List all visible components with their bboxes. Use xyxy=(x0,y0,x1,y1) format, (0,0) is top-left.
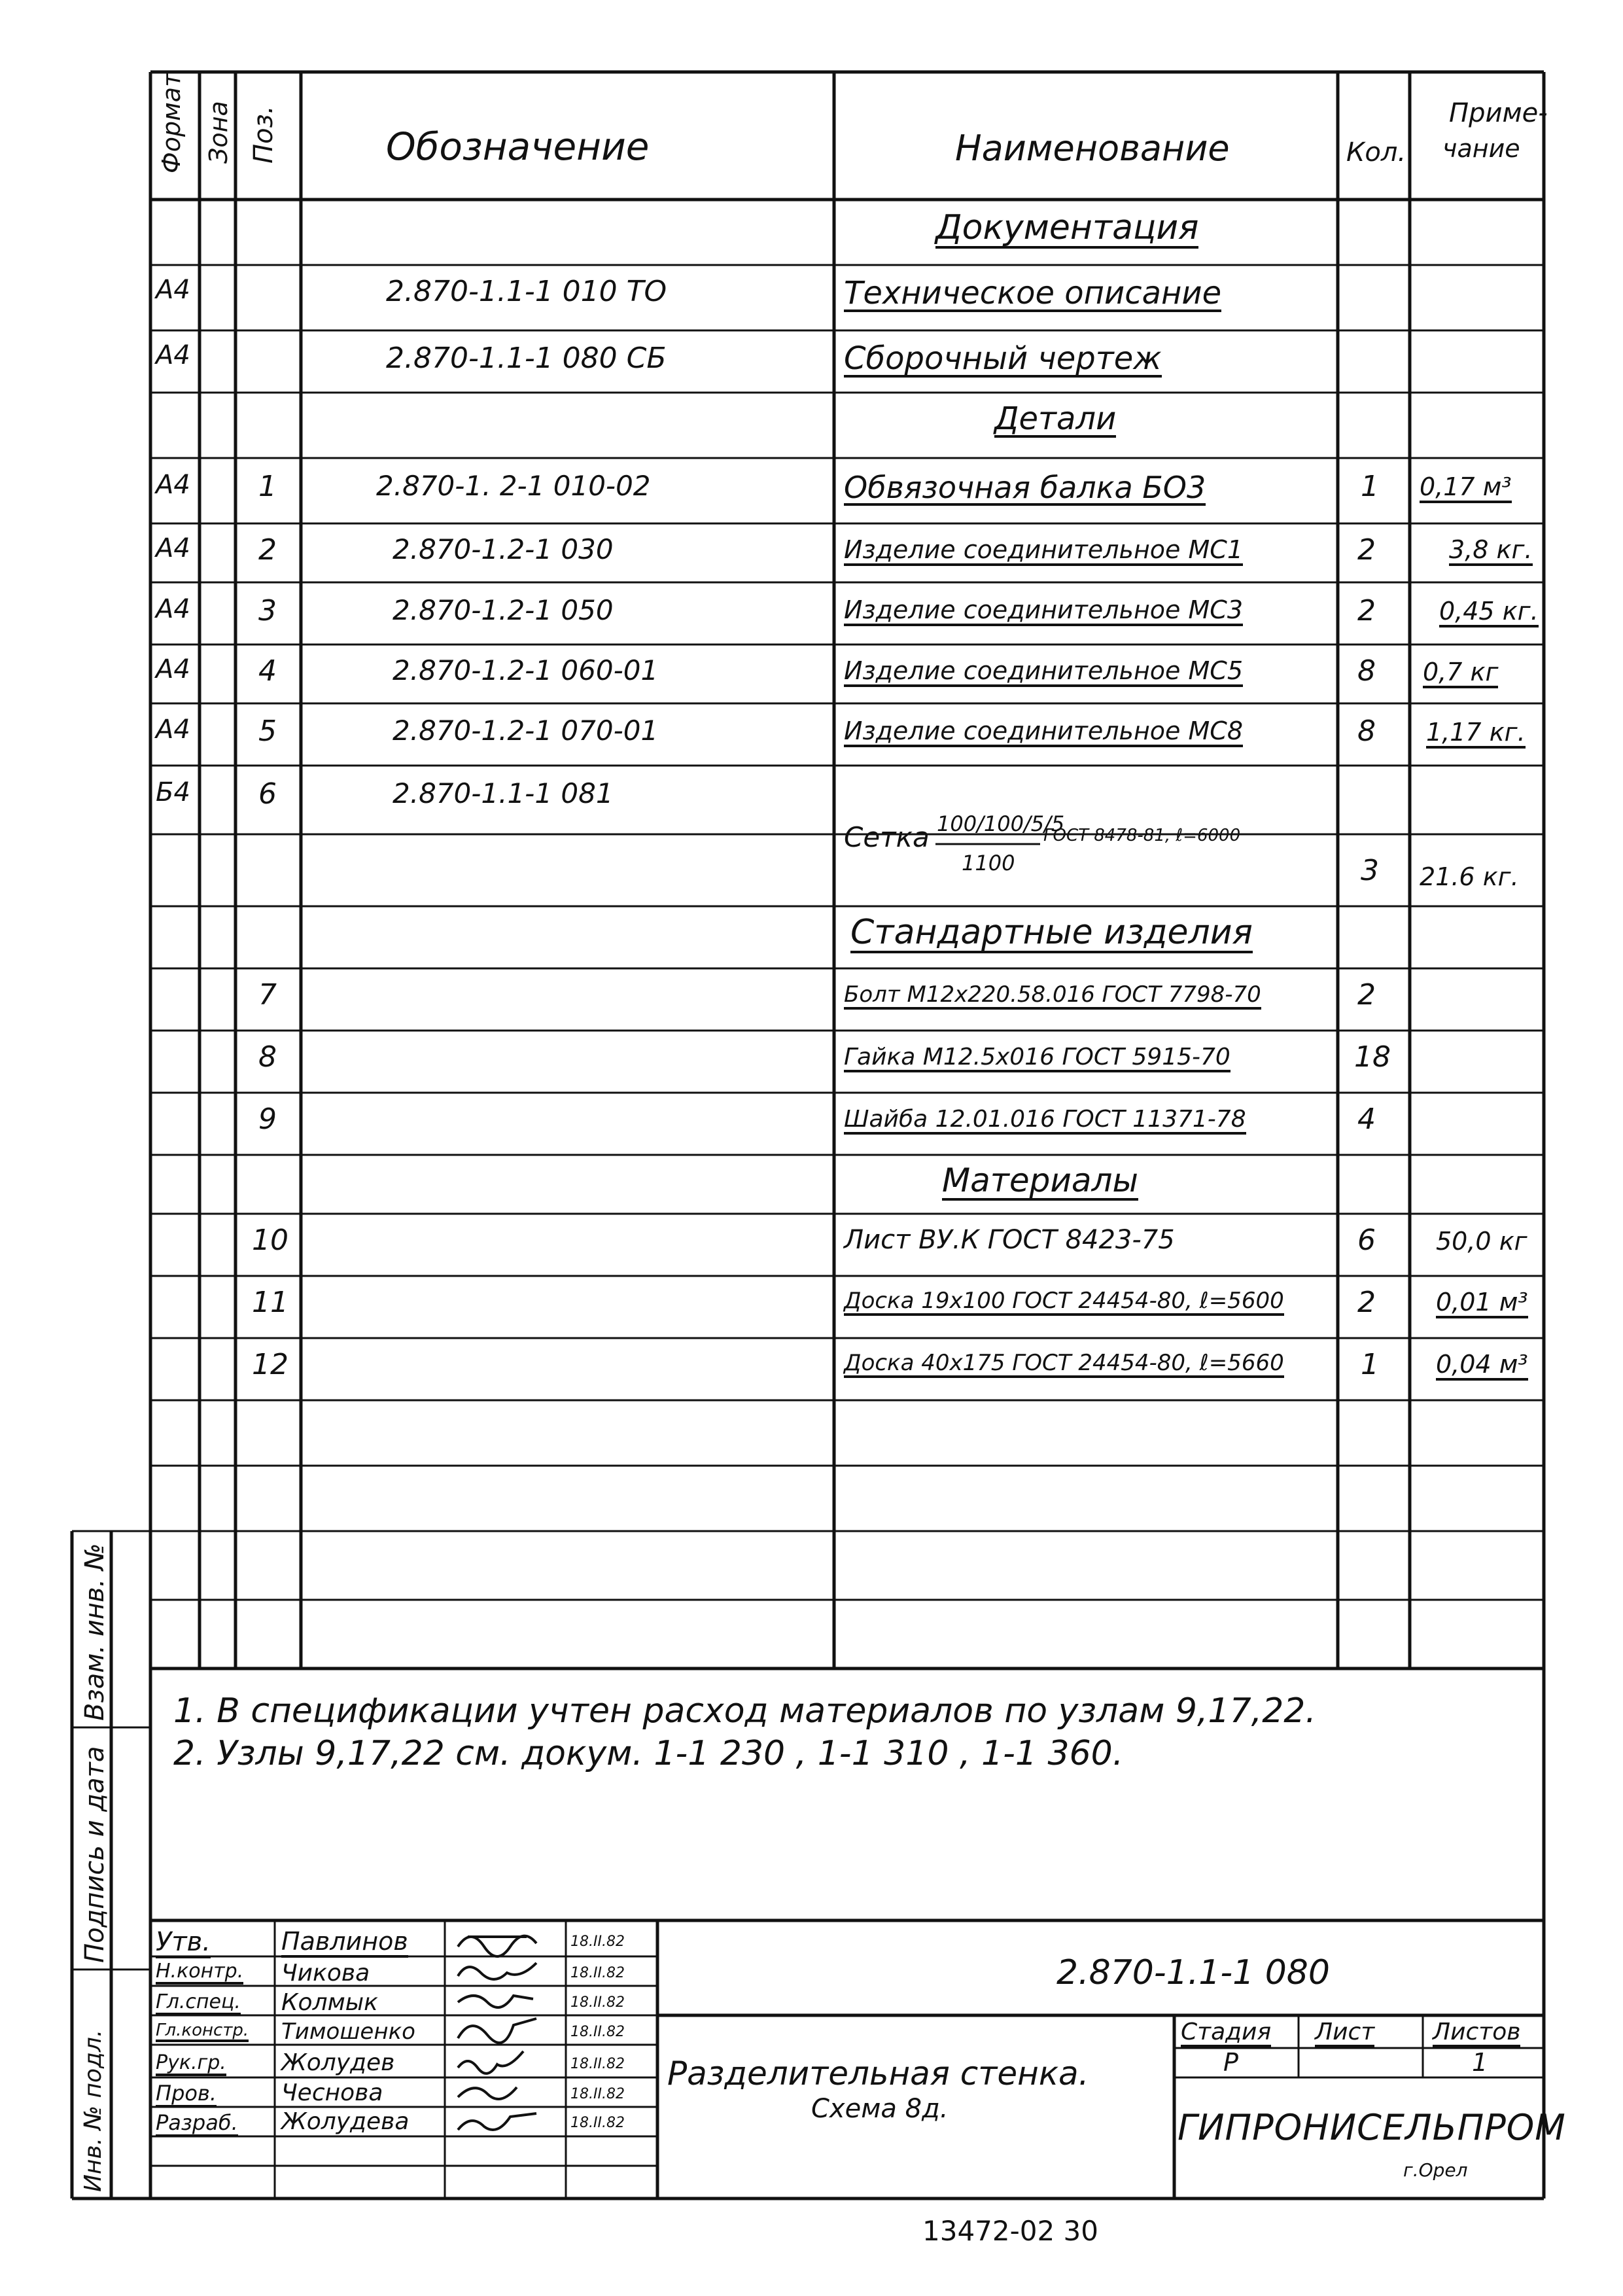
organization-city: г.Орел xyxy=(1403,2159,1468,2181)
sig-name: Колмык xyxy=(281,1989,378,2016)
section-title-docs: Документация xyxy=(935,208,1199,247)
row-name: Лист ВУ.К ГОСТ 8423-75 xyxy=(844,1225,1175,1255)
row-pos: 5 xyxy=(258,715,277,748)
sig-date: 18.II.82 xyxy=(570,1965,625,1981)
sig-date: 18.II.82 xyxy=(570,2115,625,2131)
row-name: Обвязочная балка БО3 xyxy=(844,470,1206,505)
header-name: Наименование xyxy=(955,128,1230,169)
row-note: 50,0 кг xyxy=(1436,1227,1527,1256)
row-pos: 7 xyxy=(258,978,277,1012)
sig-date: 18.II.82 xyxy=(570,1994,625,2011)
row-designation: 2.870-1.1-1 081 xyxy=(393,777,614,809)
sig-name: Павлинов xyxy=(281,1927,408,1958)
organization-name: ГИПРОНИСЕЛЬПРОМ xyxy=(1178,2107,1566,2148)
row-name: Шайба 12.01.016 ГОСТ 11371-78 xyxy=(844,1106,1246,1135)
row-name: Доска 19х100 ГОСТ 24454-80, ℓ=5600 xyxy=(844,1288,1284,1316)
header-designation: Обозначение xyxy=(386,124,650,169)
row-pos: 10 xyxy=(252,1224,288,1257)
row-format: Б4 xyxy=(156,777,190,807)
row-note: 0,04 м³ xyxy=(1436,1350,1528,1381)
row-qty: 8 xyxy=(1357,654,1376,688)
row-pos: 9 xyxy=(258,1103,277,1136)
row-pos: 8 xyxy=(258,1040,277,1074)
setka-prefix: Сетка xyxy=(844,821,930,853)
sig-name: Жолудева xyxy=(281,2108,410,2135)
sig-name: Чеснова xyxy=(281,2079,383,2106)
row-designation: 2.870-1.2-1 060-01 xyxy=(393,654,659,686)
header-format: Формат xyxy=(157,72,186,173)
sig-role: Пров. xyxy=(156,2081,217,2108)
sig-name: Тимошенко xyxy=(281,2019,415,2045)
sig-role: Рук.гр. xyxy=(156,2051,226,2076)
row-pos: 3 xyxy=(258,594,277,627)
row-format: А4 xyxy=(156,470,190,500)
row-designation: 2.870-1.2-1 030 xyxy=(393,533,614,565)
row-format: А4 xyxy=(156,594,190,624)
row-note: 0,01 м³ xyxy=(1436,1288,1528,1318)
row-pos: 2 xyxy=(258,533,277,567)
row-note: 0,17 м³ xyxy=(1420,472,1512,503)
row-note: 0,7 кг xyxy=(1423,658,1498,688)
row-name: Изделие соединительное МС8 xyxy=(844,716,1243,747)
row-name: Сборочный чертеж xyxy=(844,340,1162,377)
setka-denominator: 1100 xyxy=(962,851,1015,875)
row-pos: 12 xyxy=(252,1348,288,1381)
row-qty: 1 xyxy=(1361,470,1379,503)
row-qty: 4 xyxy=(1357,1103,1376,1136)
section-title-materials: Материалы xyxy=(942,1161,1138,1199)
row-designation: 2.870-1.2-1 050 xyxy=(393,594,614,626)
row-qty: 8 xyxy=(1357,715,1376,748)
row-qty: 2 xyxy=(1357,594,1376,627)
side-label-replaced-inv: Взам. инв. № xyxy=(80,1543,110,1721)
section-title-parts: Детали xyxy=(994,400,1117,437)
side-label-signature-date: Подпись и дата xyxy=(80,1746,110,1963)
row-name: Техническое описание xyxy=(844,275,1222,311)
note-line-2: 2. Узлы 9,17,22 см. докум. 1-1 230 , 1-1 310 , 1-1 360. xyxy=(173,1734,1124,1773)
row-qty: 6 xyxy=(1357,1224,1376,1257)
footer-code: 13472-02 30 xyxy=(922,2215,1099,2247)
row-qty: 18 xyxy=(1354,1040,1391,1074)
row-name: Изделие соединительное МС5 xyxy=(844,656,1243,687)
row-qty: 2 xyxy=(1357,1286,1376,1319)
row-format: А4 xyxy=(156,275,190,305)
row-qty: 2 xyxy=(1357,978,1376,1012)
doc-title-line-1: Разделительная стенка. xyxy=(667,2055,1089,2093)
row-designation: 2.870-1. 2-1 010-02 xyxy=(376,470,651,502)
stage-label: Стадия xyxy=(1181,2019,1271,2047)
row-name: Изделие соединительное МС3 xyxy=(844,595,1243,626)
sig-date: 18.II.82 xyxy=(570,2086,625,2102)
doc-title-line-2: Схема 8д. xyxy=(811,2094,949,2124)
row-note: 3,8 кг. xyxy=(1449,535,1533,566)
row-qty: 1 xyxy=(1361,1348,1379,1381)
sig-role: Гл.констр. xyxy=(156,2021,249,2042)
header-qty: Кол. xyxy=(1346,137,1406,168)
stage-value: Р xyxy=(1223,2048,1238,2077)
row-designation: 2.870-1.2-1 070-01 xyxy=(393,715,659,747)
sheet-label: Лист xyxy=(1315,2019,1374,2047)
row-designation: 2.870-1.1-1 010 ТО xyxy=(386,275,667,308)
sheets-label: Листов xyxy=(1433,2019,1520,2047)
row-format: А4 xyxy=(156,340,190,370)
row-note: 21.6 кг. xyxy=(1420,862,1519,891)
row-pos: 11 xyxy=(252,1286,288,1319)
sig-role: Н.контр. xyxy=(156,1960,243,1985)
row-pos: 4 xyxy=(258,654,277,688)
row-qty: 3 xyxy=(1361,854,1379,887)
row-name: Доска 40х175 ГОСТ 24454-80, ℓ=5660 xyxy=(844,1350,1284,1378)
row-name: Изделие соединительное МС1 xyxy=(844,535,1243,566)
row-name: Гайка М12.5х016 ГОСТ 5915-70 xyxy=(844,1044,1230,1072)
row-designation: 2.870-1.1-1 080 СБ xyxy=(386,342,667,375)
header-pos: Поз. xyxy=(249,105,279,164)
setka-numerator: 100/100/5/5 xyxy=(937,811,1065,836)
setka-suffix: ГОСТ 8478-81, ℓ=6000 xyxy=(1043,826,1241,845)
sig-role: Гл.спец. xyxy=(156,1990,241,2015)
row-format: А4 xyxy=(156,715,190,745)
row-name: Болт М12х220.58.016 ГОСТ 7798-70 xyxy=(844,981,1261,1010)
row-note: 0,45 кг. xyxy=(1439,597,1539,627)
signature-scribbles xyxy=(458,1936,536,2130)
row-pos: 6 xyxy=(258,777,277,811)
row-pos: 1 xyxy=(258,470,277,503)
row-note: 1,17 кг. xyxy=(1426,718,1526,749)
sig-role: Разраб. xyxy=(156,2110,238,2137)
side-label-inv-original: Инв. № подл. xyxy=(80,2029,107,2192)
row-format: А4 xyxy=(156,654,190,684)
row-format: А4 xyxy=(156,533,190,563)
sig-role: Утв. xyxy=(156,1927,211,1957)
sig-date: 18.II.82 xyxy=(570,2024,625,2040)
sheets-value: 1 xyxy=(1472,2048,1488,2077)
section-title-standard: Стандартные изделия xyxy=(850,913,1253,952)
sig-date: 18.II.82 xyxy=(570,1934,625,1950)
note-line-1: 1. В спецификации учтен расход материалов по узлам 9,17,22. xyxy=(173,1691,1316,1731)
sig-name: Жолудев xyxy=(281,2049,395,2076)
doc-code: 2.870-1.1-1 080 xyxy=(1056,1953,1330,1992)
header-zone: Зона xyxy=(204,101,233,164)
header-note-1: Приме- xyxy=(1449,98,1548,128)
row-qty: 2 xyxy=(1357,533,1376,567)
sig-name: Чикова xyxy=(281,1960,370,1987)
sig-date: 18.II.82 xyxy=(570,2056,625,2072)
header-note-2: чание xyxy=(1442,134,1520,163)
